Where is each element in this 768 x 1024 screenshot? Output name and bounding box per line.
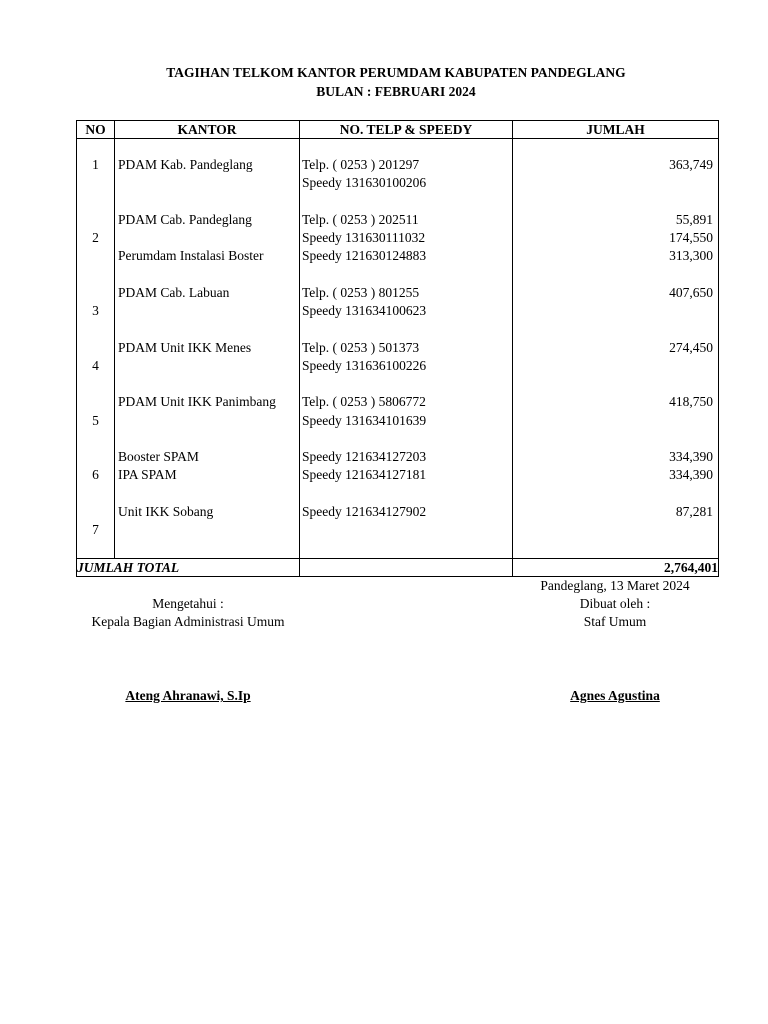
billing-table [76, 120, 719, 577]
jumlah-column [513, 139, 719, 559]
telp-lines [300, 156, 512, 521]
amount: 334,390 [669, 467, 713, 483]
row-number [77, 193, 114, 211]
amount [513, 302, 718, 320]
office-name [115, 266, 299, 284]
row-number: 3 [92, 303, 99, 318]
row-number [77, 393, 114, 411]
row-number [77, 485, 114, 503]
phone-speedy-number [300, 266, 512, 284]
phone-speedy-number: Speedy 131634101639 [302, 412, 427, 428]
left-signatory-name: Ateng Ahranawi, S.Ip [125, 688, 251, 703]
row-number [77, 247, 114, 265]
office-name: IPA SPAM [118, 467, 177, 483]
row-number: 5 [92, 412, 99, 428]
amount: 174,550 [669, 230, 713, 245]
office-name: PDAM Kab. Pandeglang [118, 157, 253, 172]
phone-speedy-number: Speedy 131636100226 [302, 357, 427, 373]
phone-speedy-number: Telp. ( 0253 ) 201297 [302, 157, 420, 172]
amount: 334,390 [669, 449, 713, 464]
kantor-lines [115, 156, 299, 521]
row-number: 4 [92, 357, 99, 373]
no-column [77, 139, 115, 559]
office-name [115, 302, 299, 320]
phone-speedy-number: Telp. ( 0253 ) 801255 [302, 284, 420, 300]
document-subtitle: BULAN : FEBRUARI 2024 [316, 84, 476, 99]
row-number [77, 266, 114, 284]
phone-speedy-number: Speedy 131634100623 [302, 303, 427, 318]
table-header-row [77, 121, 719, 139]
header-no: NO [77, 121, 115, 139]
amount: 313,300 [669, 248, 713, 264]
office-name: PDAM Cab. Labuan [118, 284, 230, 300]
row-number [77, 174, 114, 192]
left-label: Mengetahui : [152, 596, 224, 611]
telp-column [300, 139, 513, 559]
office-name [115, 485, 299, 503]
amount [513, 412, 718, 430]
total-value: 2,764,401 [513, 558, 719, 576]
table-body-row [77, 139, 719, 559]
amount: 418,750 [669, 394, 713, 410]
amount: 274,450 [669, 339, 713, 355]
row-number [77, 375, 114, 393]
phone-speedy-number [300, 193, 512, 211]
row-number: 6 [92, 467, 99, 483]
office-name [115, 193, 299, 211]
row-number: 7 [92, 522, 99, 537]
right-signatory-name: Agnes Agustina [570, 688, 660, 703]
row-number [77, 448, 114, 466]
phone-speedy-number [300, 320, 512, 338]
place-date: Pandeglang, 13 Maret 2024 [540, 578, 690, 593]
header-telp: NO. TELP & SPEEDY [300, 121, 513, 139]
amount [513, 320, 718, 338]
phone-speedy-number: Speedy 121630124883 [302, 248, 427, 264]
phone-speedy-number: Speedy 121634127181 [302, 467, 427, 483]
kantor-column [115, 139, 300, 559]
amount: 363,749 [669, 157, 713, 172]
office-name [115, 430, 299, 448]
no-lines [77, 156, 114, 539]
amount [513, 193, 718, 211]
phone-speedy-number [300, 430, 512, 448]
row-number: 1 [92, 157, 99, 172]
phone-speedy-number: Speedy 121634127902 [302, 503, 427, 519]
amount [513, 357, 718, 375]
phone-speedy-number: Speedy 131630100206 [302, 175, 427, 191]
phone-speedy-number: Speedy 131630111032 [302, 230, 426, 245]
jumlah-lines [513, 156, 718, 521]
header-kantor: KANTOR [115, 121, 300, 139]
office-name: PDAM Unit IKK Menes [118, 339, 252, 355]
phone-speedy-number: Telp. ( 0253 ) 5806772 [302, 394, 426, 410]
office-name [115, 357, 299, 375]
phone-speedy-number: Speedy 121634127203 [302, 449, 427, 464]
amount: 55,891 [675, 211, 713, 227]
left-title: Kepala Bagian Administrasi Umum [91, 614, 285, 629]
header-jumlah: JUMLAH [513, 121, 719, 139]
amount [513, 430, 718, 448]
office-name: Booster SPAM [118, 449, 199, 464]
amount [513, 266, 718, 284]
office-name [115, 229, 299, 247]
office-name: Perumdam Instalasi Boster [118, 248, 264, 264]
right-label: Dibuat oleh : [579, 596, 651, 611]
office-name: PDAM Cab. Pandeglang [118, 211, 252, 227]
amount [513, 485, 718, 503]
phone-speedy-number [300, 485, 512, 503]
office-name [115, 412, 299, 430]
total-row [77, 558, 719, 576]
phone-speedy-number [300, 375, 512, 393]
row-number [77, 430, 114, 448]
amount: 407,650 [669, 284, 713, 300]
row-number [77, 503, 114, 521]
office-name [115, 320, 299, 338]
phone-speedy-number: Telp. ( 0253 ) 501373 [302, 339, 420, 355]
row-number [77, 211, 114, 229]
row-number: 2 [92, 230, 99, 245]
office-name: Unit IKK Sobang [118, 503, 214, 519]
amount: 87,281 [675, 503, 713, 519]
phone-speedy-number: Telp. ( 0253 ) 202511 [302, 211, 419, 227]
office-name [115, 174, 299, 192]
amount [513, 174, 718, 192]
row-number [77, 284, 114, 302]
right-title: Staf Umum [583, 614, 647, 629]
total-label: JUMLAH TOTAL [77, 558, 300, 576]
total-empty-cell [300, 558, 513, 576]
row-number [77, 339, 114, 357]
office-name [115, 375, 299, 393]
document-title: TAGIHAN TELKOM KANTOR PERUMDAM KABUPATEN PANDEGLANG [166, 65, 626, 80]
amount [513, 375, 718, 393]
office-name: PDAM Unit IKK Panimbang [118, 394, 276, 410]
row-number [77, 320, 114, 338]
